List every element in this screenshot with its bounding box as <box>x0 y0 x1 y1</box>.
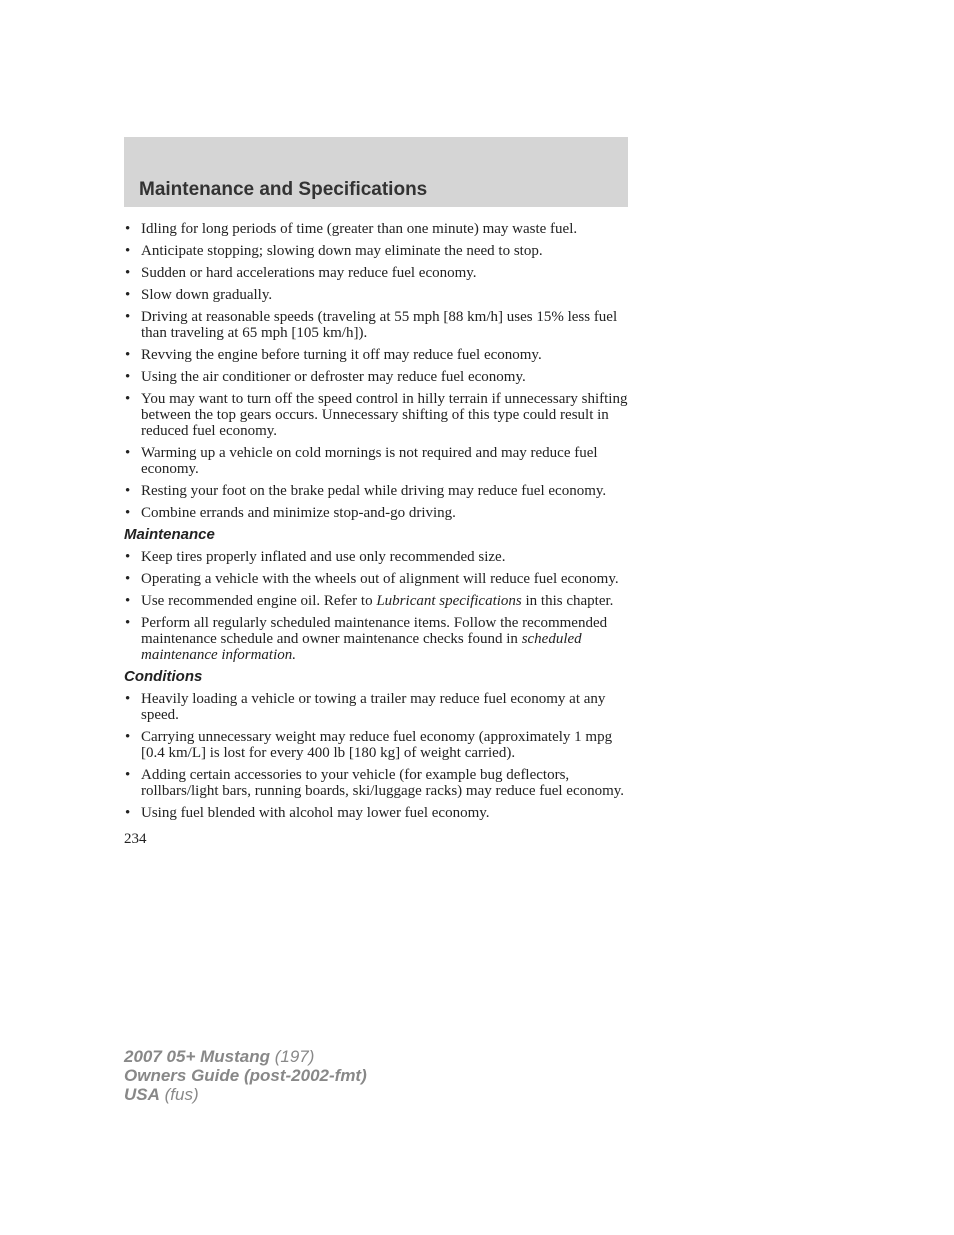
list-item: • Using the air conditioner or defroster may reduce fuel economy. <box>124 369 634 385</box>
item-text: Use recommended engine oil. Refer to <box>141 593 377 609</box>
list-item: • Revving the engine before turning it off may reduce fuel economy. <box>124 347 634 363</box>
section-header <box>124 137 628 207</box>
list-item <box>124 593 634 609</box>
footer-guide: Owners Guide (post-2002-fmt) <box>124 1066 367 1085</box>
conditions-heading: Conditions <box>124 668 203 685</box>
list-item: • Driving at reasonable speeds (traveling at 55 mph [88 km/h] uses 15% less fuel than traveling at 65 mph [105 km/h]). <box>124 309 634 341</box>
list-item: • Combine errands and minimize stop-and-go driving. <box>124 505 634 521</box>
list-item: • Warming up a vehicle on cold mornings is not required and may reduce fuel economy. <box>124 445 634 477</box>
maintenance-list <box>124 549 634 663</box>
list-item: • Heavily loading a vehicle or towing a trailer may reduce fuel economy at any speed. <box>124 691 634 723</box>
section-title: Maintenance and Specifications <box>139 179 428 200</box>
scheduled-maintenance-reference: scheduled maintenance information. <box>141 631 582 663</box>
list-item: • Anticipate stopping; slowing down may eliminate the need to stop. <box>124 243 634 259</box>
lubricant-spec-reference: Lubricant specifications <box>376 593 522 609</box>
list-item: • Sudden or hard accelerations may reduce fuel economy. <box>124 265 634 281</box>
list-item: • Operating a vehicle with the wheels out of alignment will reduce fuel economy. <box>124 571 634 587</box>
item-text: in this chapter. <box>521 593 614 609</box>
document-footer <box>124 1047 367 1104</box>
page-content <box>124 221 634 847</box>
footer-line-model <box>124 1047 367 1066</box>
footer-model-code: (197) <box>270 1047 315 1066</box>
list-item: • Slow down gradually. <box>124 287 634 303</box>
item-text: Perform all regularly scheduled maintenance items. Follow the recommended maintenance schedule and owner maintenance checks found in <box>141 615 608 647</box>
list-item: • Resting your foot on the brake pedal while driving may reduce fuel economy. <box>124 483 634 499</box>
list-item: • Adding certain accessories to your vehicle (for example bug deflectors, rollbars/light bars, running boards, ski/luggage racks) may reduce fuel economy. <box>124 767 634 799</box>
conditions-list <box>124 691 634 821</box>
list-item: • You may want to turn off the speed control in hilly terrain if unnecessary shifting between the top gears occurs. Unnecessary shifting of this type could result in reduced fuel economy. <box>124 391 634 439</box>
footer-line-guide <box>124 1066 367 1085</box>
list-item <box>124 615 634 663</box>
footer-market-code: (fus) <box>159 1085 199 1104</box>
footer-model: 2007 05+ Mustang <box>124 1047 270 1066</box>
fuel-tips-list <box>124 221 634 521</box>
footer-line-market <box>124 1085 367 1104</box>
list-item: • Using fuel blended with alcohol may lower fuel economy. <box>124 805 634 821</box>
list-item: • Carrying unnecessary weight may reduce fuel economy (approximately 1 mpg [0.4 km/L] is lost for every 400 lb [180 kg] of weight carried). <box>124 729 634 761</box>
footer-market: USA <box>124 1085 160 1104</box>
list-item: • Keep tires properly inflated and use only recommended size. <box>124 549 634 565</box>
page-number: 234 <box>124 831 147 847</box>
maintenance-heading: Maintenance <box>124 526 215 543</box>
list-item: • Idling for long periods of time (greater than one minute) may waste fuel. <box>124 221 634 237</box>
